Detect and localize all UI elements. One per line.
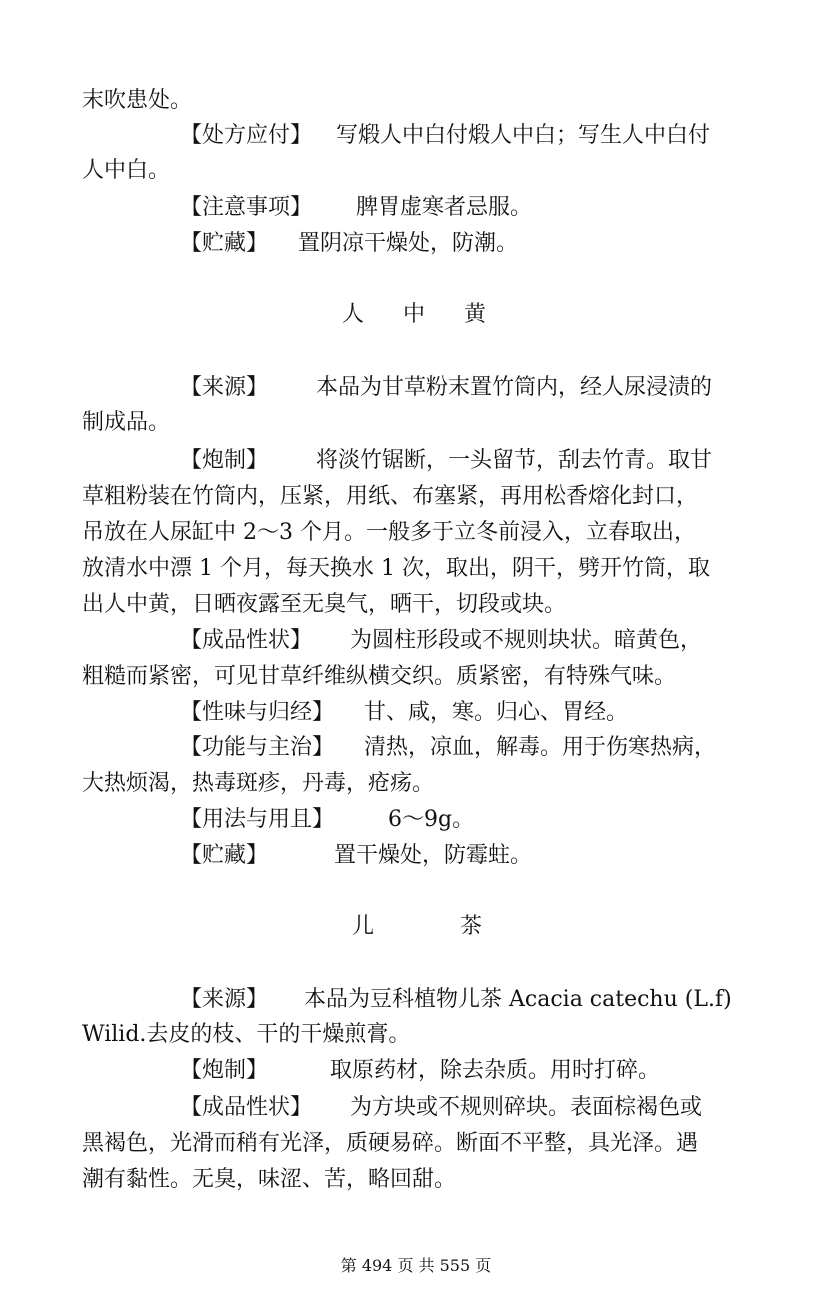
- processing-line: [180, 446, 712, 476]
- section-label: 【性味与归经】: [180, 700, 335, 725]
- storage-line: [180, 229, 518, 259]
- appearance-line: [180, 1093, 702, 1123]
- text-line: 人中白。: [82, 158, 171, 183]
- text-line: 潮有黏性。无臭，味涩、苦，略回甜。: [82, 1167, 457, 1192]
- text-line: 制成品。: [82, 410, 171, 435]
- text-line: 放清水中漂 1 个月，每天换水 1 次，取出，阴干，劈开竹筒，取: [82, 556, 710, 581]
- text-line: 本品为豆科植物儿茶 Acacia catechu (L.f): [304, 987, 732, 1012]
- entry-title-char: 中: [403, 302, 426, 327]
- section-label: 【贮藏】: [180, 843, 269, 868]
- section-label: 【来源】: [180, 987, 269, 1012]
- section-label: 【贮藏】: [180, 231, 269, 256]
- section-label: 【用法与用且】: [180, 807, 335, 832]
- section-label: 【功能与主治】: [180, 735, 335, 760]
- section-label: 【炮制】: [180, 448, 269, 473]
- page-number-footer: 第 494 页 共 555 页: [340, 1256, 492, 1275]
- text-line: Wilid.去皮的枝、干的干燥煎膏。: [82, 1022, 411, 1047]
- dosage-line: [180, 805, 474, 835]
- text-line: 为方块或不规则碎块。表面棕褐色或: [350, 1095, 703, 1120]
- appearance-line: [180, 626, 702, 656]
- text-line: 黑褐色，光滑而稍有光泽，质硬易碎。断面不平整，具光泽。遇: [82, 1131, 699, 1156]
- text-line: 甘、咸，寒。归心、胃经。: [364, 700, 629, 725]
- section-label: 【炮制】: [180, 1058, 269, 1083]
- text-line: 为圆柱形段或不规则块状。暗黄色，: [350, 628, 703, 653]
- text-line: 粗糙而紧密，可见甘草纤维纵横交织。质紧密，有特殊气味。: [82, 664, 677, 689]
- processing-line: [180, 1056, 660, 1086]
- storage-line: [180, 841, 532, 871]
- text-line: 置干燥处，防霉蛀。: [334, 843, 533, 868]
- source-line: [180, 373, 712, 403]
- section-label: 【来源】: [180, 375, 269, 400]
- text-line: 清热，凉血，解毒。用于伤寒热病，: [364, 735, 717, 760]
- prescription-line: [180, 121, 710, 151]
- caution-line: [180, 193, 532, 223]
- text-line: 6～9g。: [388, 807, 475, 832]
- entry-title-char: 儿: [352, 914, 375, 939]
- text-line: 草粗粉装在竹筒内，压紧，用纸、布塞紧，再用松香熔化封口，: [82, 484, 699, 509]
- entry-title-char: 人: [342, 302, 365, 327]
- entry-title-char: 黄: [464, 302, 487, 327]
- source-line: [180, 985, 732, 1015]
- function-line: [180, 733, 716, 763]
- section-label: 【成品性状】: [180, 1095, 313, 1120]
- text-line: 脾胃虚寒者忌服。: [356, 195, 533, 220]
- text-line: 吊放在人尿缸中 2～3 个月。一般多于立冬前浸入，立春取出，: [82, 520, 696, 545]
- nature-line: [180, 698, 628, 728]
- text-line: 将淡竹锯断，一头留节，刮去竹青。取甘: [316, 448, 713, 473]
- text-line: 本品为甘草粉末置竹筒内，经人尿浸渍的: [316, 375, 713, 400]
- text-line: 出人中黄，日晒夜露至无臭气，晒干，切段或块。: [82, 592, 567, 617]
- text-line: 写煅人中白付煅人中白；写生人中白付: [336, 123, 711, 148]
- text-line: 末吹患处。: [82, 88, 193, 113]
- text-line: 大热烦渴，热毒斑疹，丹毒，疮疡。: [82, 771, 435, 796]
- text-line: 取原药材，除去杂质。用时打碎。: [330, 1058, 661, 1083]
- entry-title-char: 茶: [460, 914, 483, 939]
- text-line: 置阴凉干燥处，防潮。: [298, 231, 519, 256]
- section-label: 【处方应付】: [180, 123, 313, 148]
- section-label: 【成品性状】: [180, 628, 313, 653]
- section-label: 【注意事项】: [180, 195, 313, 220]
